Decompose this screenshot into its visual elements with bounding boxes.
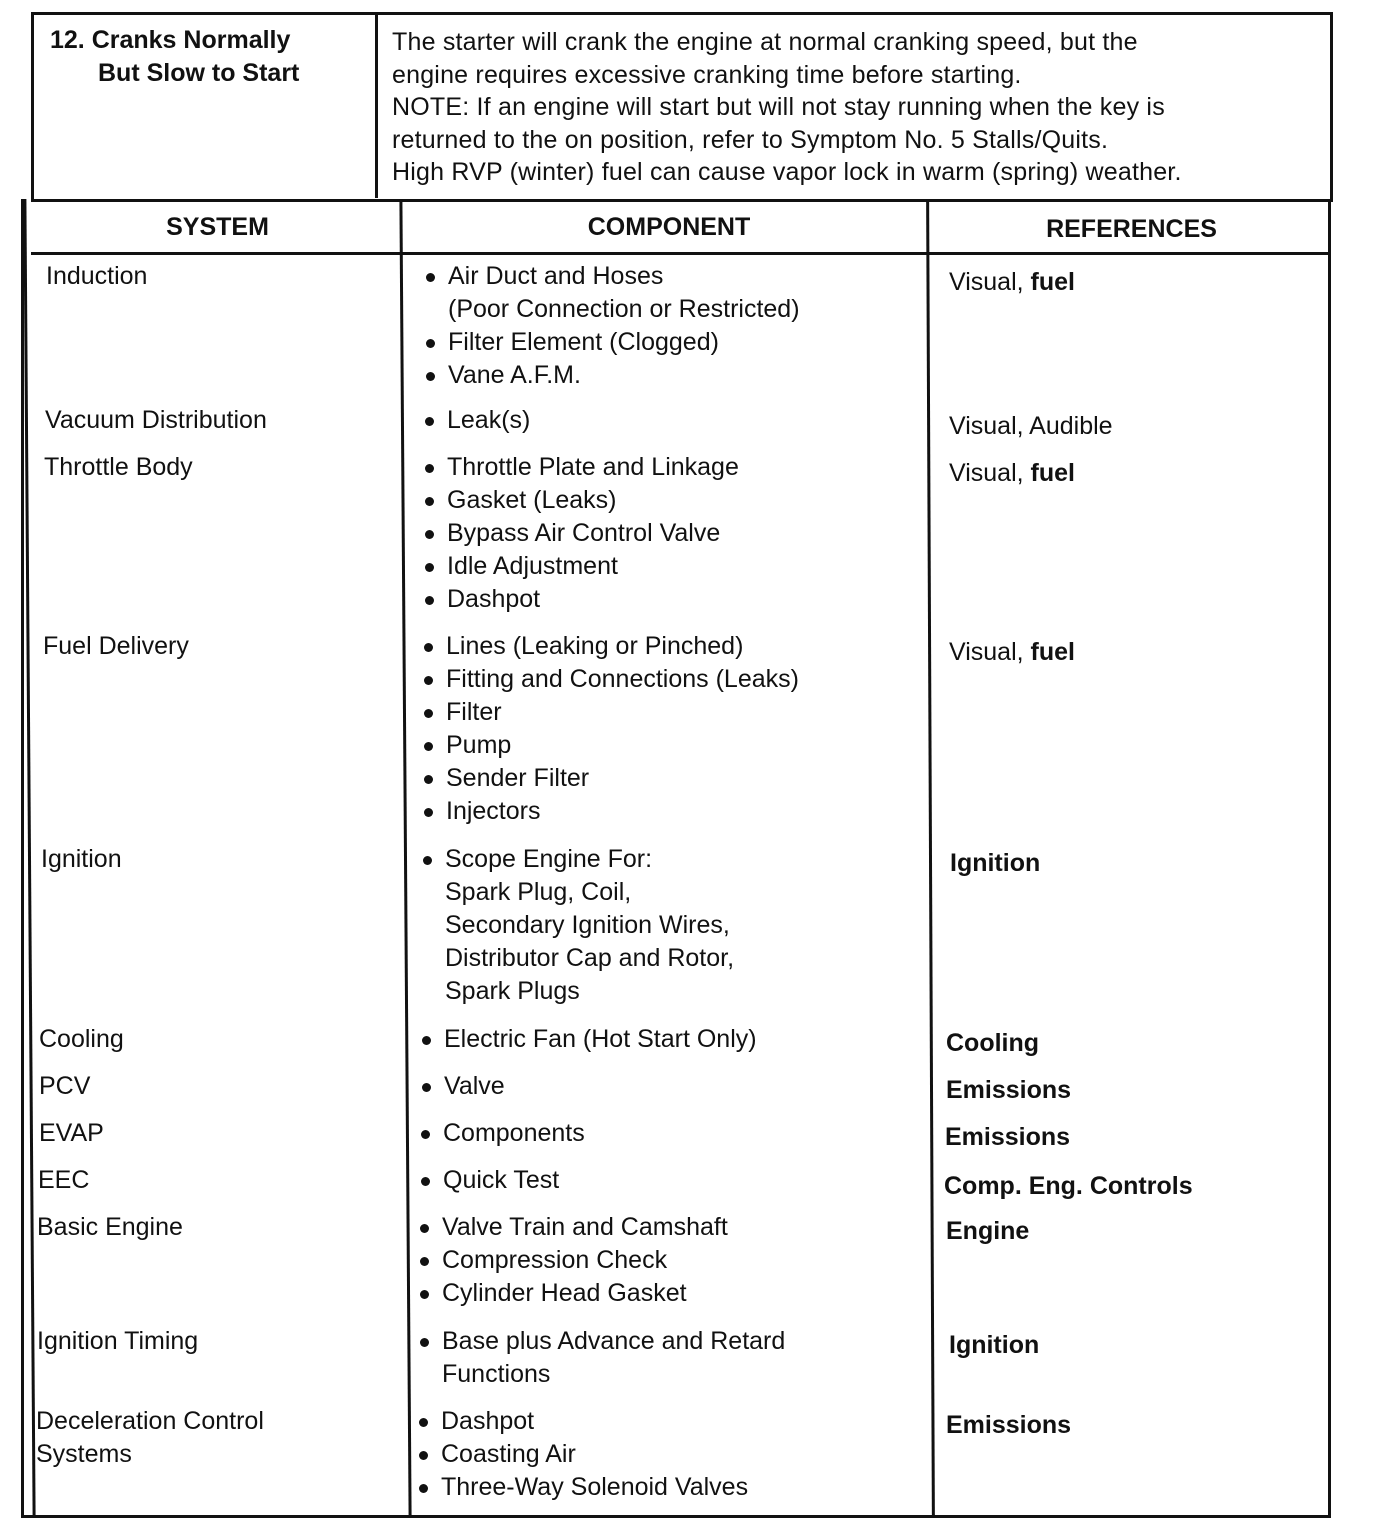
component-item bbox=[419, 1117, 919, 1150]
system-cell bbox=[39, 1117, 379, 1150]
component-item bbox=[418, 1244, 918, 1277]
system-label: PCV bbox=[39, 1072, 91, 1100]
component-list bbox=[418, 1325, 918, 1391]
desc-line: returned to the on position, refer to Symptom No. 5 Stalls/Quits. bbox=[392, 125, 1109, 154]
component-text: Spark Plugs bbox=[445, 977, 580, 1005]
system-cell bbox=[36, 1405, 376, 1471]
component-item bbox=[423, 404, 923, 437]
system-label: Throttle Body bbox=[44, 453, 193, 481]
system-label: Systems bbox=[36, 1440, 132, 1468]
component-text: Dashpot bbox=[441, 1407, 535, 1435]
component-item bbox=[423, 451, 923, 484]
component-item bbox=[423, 517, 923, 550]
component-text: Air Duct and Hoses bbox=[448, 262, 664, 290]
component-item bbox=[419, 1164, 919, 1197]
symptom-title-line1: 12. Cranks Normally bbox=[50, 26, 291, 54]
header-references: REFERENCES bbox=[1046, 215, 1217, 243]
desc-line: engine requires excessive cranking time before starting. bbox=[392, 60, 1022, 89]
system-label: EEC bbox=[38, 1166, 90, 1194]
component-text: Vane A.F.M. bbox=[448, 361, 581, 389]
system-cell bbox=[38, 1164, 378, 1197]
symptom-description bbox=[392, 26, 1317, 189]
reference-cell bbox=[946, 1215, 1326, 1248]
component-item bbox=[422, 729, 922, 762]
component-item bbox=[417, 1438, 917, 1471]
component-text: Filter Element (Clogged) bbox=[448, 328, 719, 356]
reference-text: Visual, bbox=[949, 638, 1031, 666]
component-item bbox=[422, 663, 922, 696]
component-text: Cylinder Head Gasket bbox=[442, 1279, 687, 1307]
system-cell bbox=[37, 1325, 377, 1358]
component-item bbox=[424, 359, 924, 392]
component-item bbox=[424, 326, 924, 359]
component-list bbox=[420, 1070, 920, 1103]
system-cell bbox=[39, 1070, 379, 1103]
component-list bbox=[421, 843, 921, 1008]
reference-cell bbox=[949, 1329, 1329, 1362]
component-list bbox=[422, 630, 922, 828]
reference-section: Comp. Eng. Controls bbox=[944, 1172, 1193, 1200]
reference-section: Ignition bbox=[949, 1331, 1040, 1359]
component-text: Compression Check bbox=[442, 1246, 668, 1274]
reference-cell bbox=[949, 266, 1329, 299]
component-text: Injectors bbox=[446, 797, 541, 825]
desc-line: NOTE: If an engine will start but will not stay running when the key is bbox=[392, 93, 1165, 121]
reference-section: Ignition bbox=[950, 849, 1041, 877]
component-text: Sender Filter bbox=[446, 764, 590, 792]
component-text: Lines (Leaking or Pinched) bbox=[446, 632, 744, 660]
component-text: Throttle Plate and Linkage bbox=[447, 453, 739, 481]
component-text: Quick Test bbox=[443, 1166, 560, 1194]
component-item bbox=[422, 630, 922, 663]
reference-cell bbox=[950, 847, 1330, 880]
reference-cell bbox=[944, 1170, 1324, 1203]
component-item bbox=[420, 1023, 920, 1056]
reference-text: Visual, Audible bbox=[949, 412, 1113, 440]
system-cell bbox=[43, 630, 383, 663]
reference-section: Emissions bbox=[946, 1411, 1072, 1439]
component-item bbox=[423, 583, 923, 616]
system-label: Vacuum Distribution bbox=[45, 406, 267, 434]
component-list bbox=[423, 404, 923, 437]
component-list bbox=[420, 1023, 920, 1056]
component-list bbox=[423, 451, 923, 616]
component-text: Gasket (Leaks) bbox=[447, 486, 617, 514]
system-cell bbox=[46, 260, 386, 293]
header-component: COMPONENT bbox=[587, 213, 751, 241]
system-label: Fuel Delivery bbox=[43, 632, 189, 660]
component-text: Scope Engine For: bbox=[445, 845, 653, 873]
symptom-divider bbox=[375, 12, 378, 198]
reference-cell bbox=[946, 1409, 1326, 1442]
system-cell bbox=[37, 1211, 377, 1244]
component-item bbox=[418, 1325, 918, 1391]
component-item bbox=[422, 762, 922, 795]
reference-text: Visual, bbox=[949, 268, 1031, 296]
reference-section: Cooling bbox=[946, 1029, 1040, 1057]
reference-section: Engine bbox=[946, 1217, 1030, 1245]
reference-section: fuel bbox=[1030, 268, 1075, 296]
component-text: Coasting Air bbox=[441, 1440, 576, 1468]
component-text: Functions bbox=[442, 1360, 551, 1388]
reference-cell bbox=[946, 1074, 1326, 1107]
component-item bbox=[423, 550, 923, 583]
component-text: Pump bbox=[446, 731, 512, 759]
system-label: Cooling bbox=[39, 1025, 124, 1053]
component-item bbox=[420, 1070, 920, 1103]
header-system: SYSTEM bbox=[166, 213, 269, 241]
component-item bbox=[424, 260, 924, 326]
reference-section: Emissions bbox=[945, 1123, 1071, 1151]
component-text: Valve bbox=[444, 1072, 505, 1100]
component-text: Three-Way Solenoid Valves bbox=[441, 1473, 749, 1501]
component-text: (Poor Connection or Restricted) bbox=[448, 295, 800, 323]
component-text: Spark Plug, Coil, bbox=[445, 878, 632, 906]
system-label: Induction bbox=[46, 262, 148, 290]
system-label: Ignition Timing bbox=[37, 1327, 199, 1355]
reference-cell bbox=[946, 1027, 1326, 1060]
reference-section: fuel bbox=[1030, 638, 1075, 666]
component-text: Bypass Air Control Valve bbox=[447, 519, 721, 547]
desc-line: The starter will crank the engine at normal cranking speed, but the bbox=[392, 28, 1138, 56]
component-text: Electric Fan (Hot Start Only) bbox=[444, 1025, 757, 1053]
symptom-title bbox=[50, 24, 360, 90]
reference-cell bbox=[949, 410, 1329, 443]
system-cell bbox=[44, 451, 384, 484]
symptom-title-line2: But Slow to Start bbox=[98, 59, 300, 87]
component-list bbox=[419, 1164, 919, 1197]
component-item bbox=[418, 1277, 918, 1310]
component-item bbox=[422, 696, 922, 729]
component-list bbox=[419, 1117, 919, 1150]
system-cell bbox=[39, 1023, 379, 1056]
reference-text: Visual, bbox=[949, 459, 1031, 487]
header-bottom-rule bbox=[31, 252, 1331, 255]
desc-line: High RVP (winter) fuel can cause vapor lock in warm (spring) weather. bbox=[392, 158, 1182, 186]
reference-cell bbox=[949, 457, 1329, 490]
component-item bbox=[423, 484, 923, 517]
reference-section: fuel bbox=[1030, 459, 1075, 487]
component-text: Valve Train and Camshaft bbox=[442, 1213, 728, 1241]
system-cell bbox=[41, 843, 381, 876]
component-text: Distributor Cap and Rotor, bbox=[445, 944, 735, 972]
component-text: Base plus Advance and Retard bbox=[442, 1327, 786, 1355]
component-text: Fitting and Connections (Leaks) bbox=[446, 665, 799, 693]
reference-cell bbox=[949, 636, 1329, 669]
component-list bbox=[417, 1405, 917, 1504]
reference-section: Emissions bbox=[946, 1076, 1072, 1104]
system-label: Basic Engine bbox=[37, 1213, 183, 1241]
component-text: Leak(s) bbox=[447, 406, 531, 434]
component-item bbox=[418, 1211, 918, 1244]
system-cell bbox=[45, 404, 385, 437]
component-list bbox=[424, 260, 924, 392]
component-text: Filter bbox=[446, 698, 502, 726]
component-item bbox=[417, 1405, 917, 1438]
component-item bbox=[422, 795, 922, 828]
system-label: EVAP bbox=[39, 1119, 104, 1147]
system-label: Ignition bbox=[41, 845, 122, 873]
reference-cell bbox=[945, 1121, 1325, 1154]
component-text: Components bbox=[443, 1119, 585, 1147]
component-list bbox=[418, 1211, 918, 1310]
system-label: Deceleration Control bbox=[36, 1407, 264, 1435]
component-item bbox=[421, 843, 921, 1008]
component-item bbox=[417, 1471, 917, 1504]
component-text: Idle Adjustment bbox=[447, 552, 618, 580]
header-top-rule bbox=[31, 199, 1331, 202]
component-text: Dashpot bbox=[447, 585, 541, 613]
component-text: Secondary Ignition Wires, bbox=[445, 911, 730, 939]
